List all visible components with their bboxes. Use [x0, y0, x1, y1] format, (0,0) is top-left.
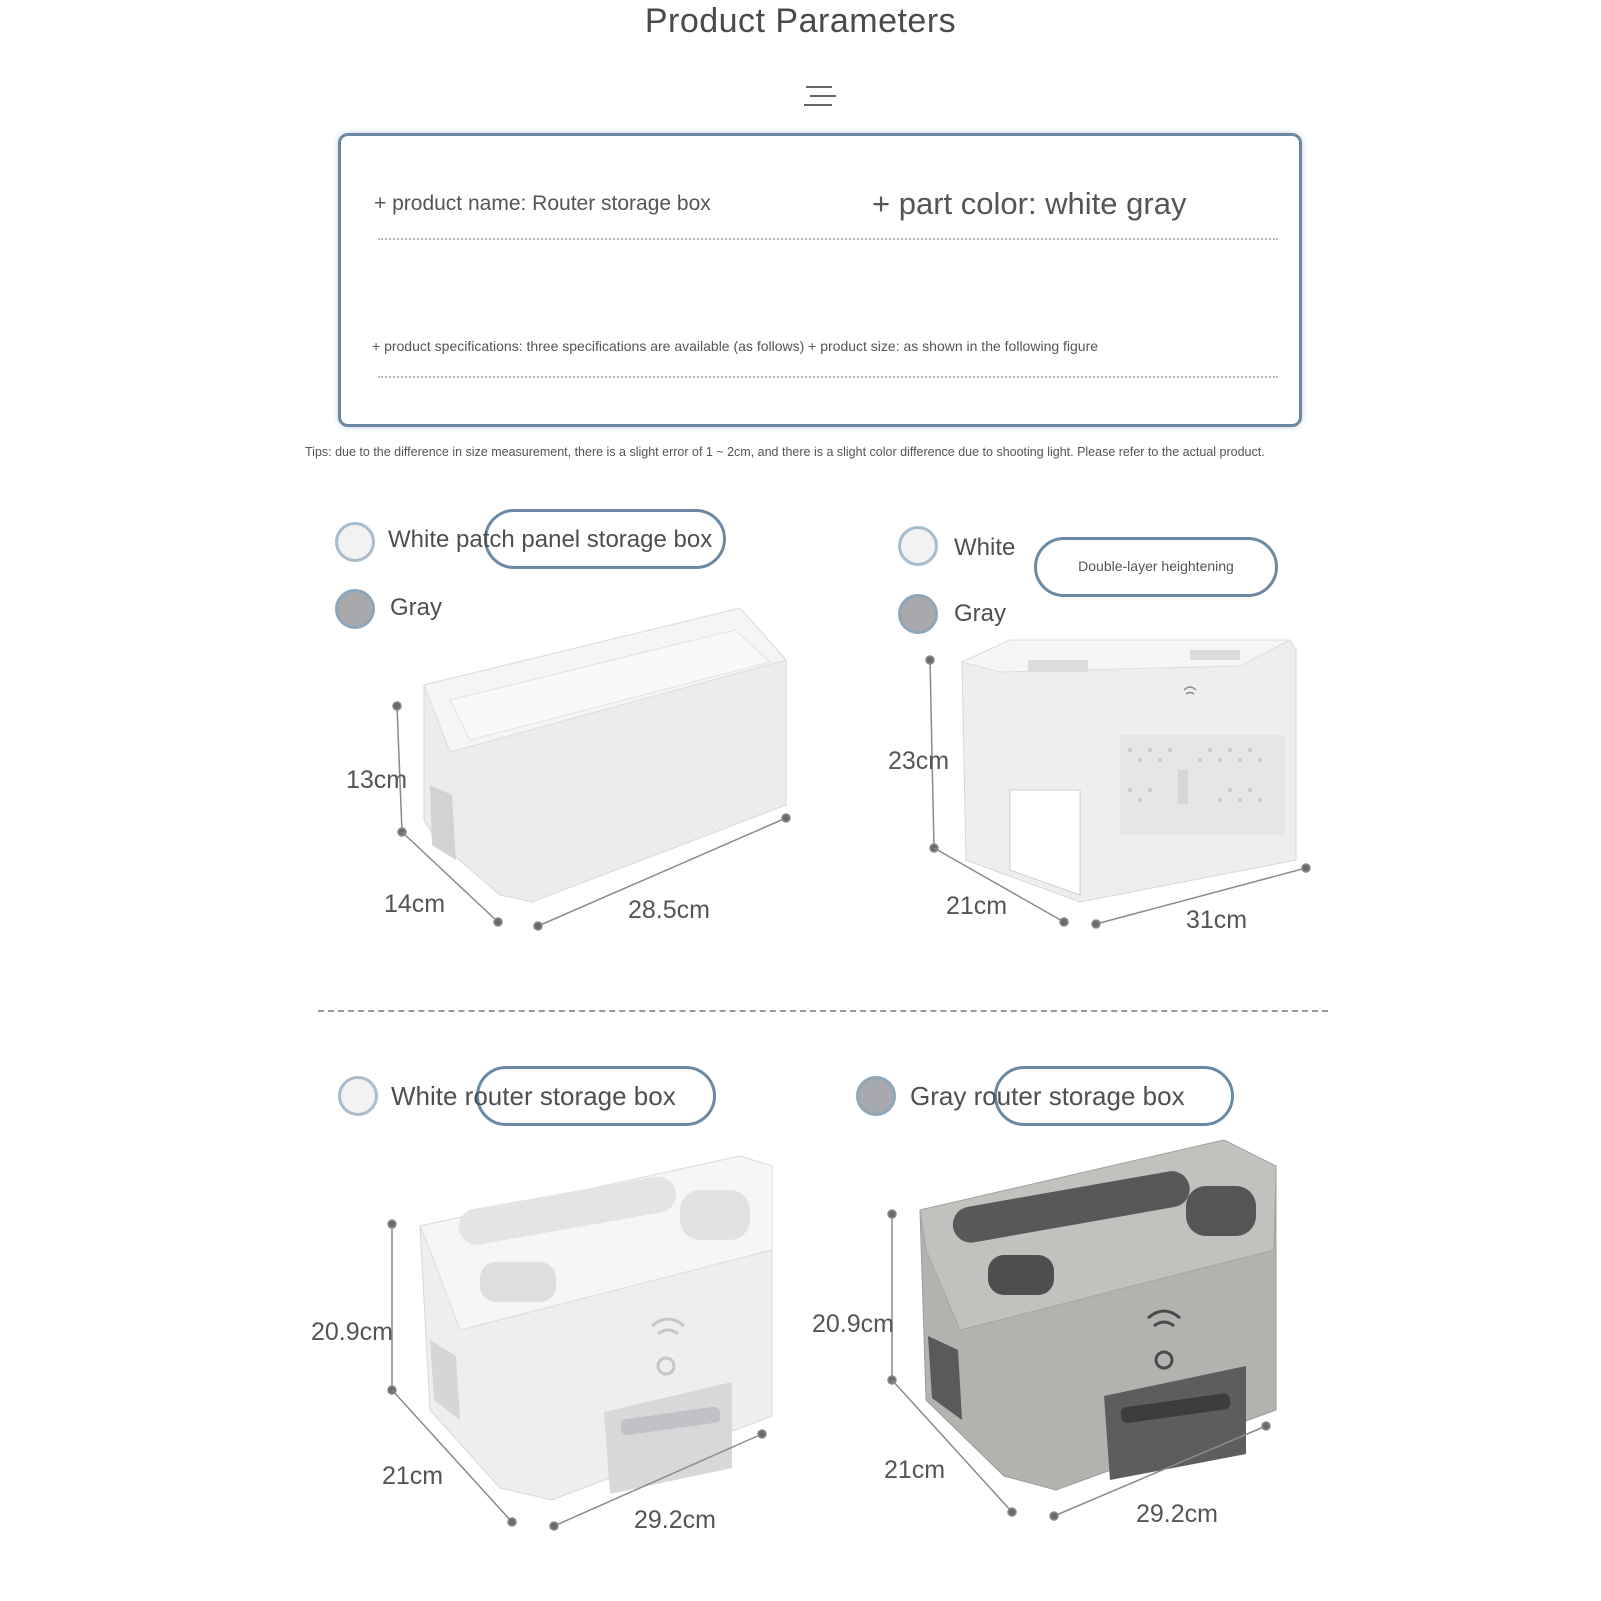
gray-color-swatch-icon: [898, 594, 938, 634]
dimension-width: 31cm: [1186, 906, 1248, 934]
product-label: Gray router storage box: [910, 1081, 1185, 1111]
white-color-swatch-icon: [338, 1076, 378, 1116]
color-gray-label: Gray: [954, 600, 1007, 627]
product-tag-text: Double-layer heightening: [1078, 558, 1234, 574]
section-divider: [318, 1010, 1328, 1012]
gray-color-swatch-icon: [856, 1076, 896, 1116]
patch-panel-box-image: [424, 608, 786, 902]
part-color-text: + part color: white gray: [872, 186, 1187, 221]
dimension-depth: 21cm: [946, 892, 1008, 920]
dimension-depth: 14cm: [384, 890, 446, 918]
color-gray-label: Gray: [390, 594, 443, 621]
dimension-height: 20.9cm: [311, 1318, 393, 1346]
specifications-text: + product specifications: three specifications are available (as follows) + product size: as shown in the following figure: [372, 338, 1099, 354]
dimension-depth: 21cm: [884, 1456, 946, 1484]
color-white-label: White: [954, 534, 1016, 561]
white-color-swatch-icon: [898, 526, 938, 566]
white-router-box-image: [420, 1156, 772, 1500]
dimension-height: 23cm: [888, 747, 950, 775]
dimension-width: 28.5cm: [628, 896, 710, 924]
page-title: Product Parameters: [644, 2, 957, 40]
gray-router-box-image: [920, 1140, 1276, 1490]
dimension-width: 29.2cm: [1136, 1500, 1218, 1528]
dimension-width: 29.2cm: [634, 1506, 716, 1534]
product-name-text: + product name: Router storage box: [374, 192, 711, 215]
dimension-height: 20.9cm: [812, 1310, 894, 1338]
tips-text: Tips: due to the difference in size measurement, there is a slight error of 1 ~ 2cm, and there is a slight color difference due to shooting light. Please refer to the actual product.: [305, 445, 1265, 459]
product-label: White router storage box: [391, 1081, 676, 1111]
product-label: White patch panel storage box: [388, 526, 713, 553]
dimension-depth: 21cm: [382, 1462, 444, 1490]
dimension-height: 13cm: [346, 766, 408, 794]
double-layer-box-image: [962, 640, 1296, 902]
